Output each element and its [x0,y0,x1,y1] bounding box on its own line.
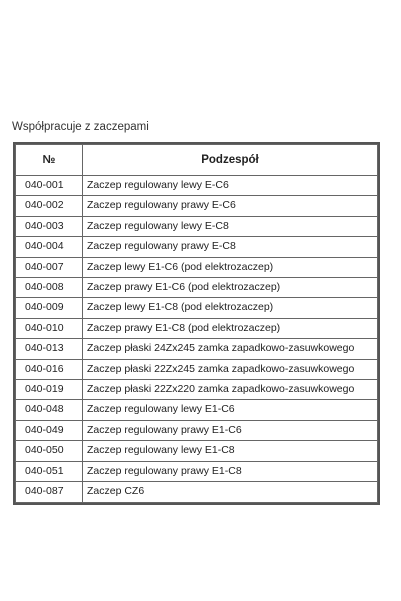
part-number-cell: 040-051 [16,461,83,481]
part-number-cell: 040-087 [16,482,83,502]
component-name-cell: Zaczep CZ6 [83,482,378,502]
component-name-cell: Zaczep płaski 24Zx245 zamka zapadkowo-zasuwkowego [83,339,378,359]
component-name-cell: Zaczep prawy E1-C8 (pod elektrozaczep) [83,318,378,338]
component-name-cell: Zaczep regulowany lewy E1-C8 [83,441,378,461]
component-name-cell: Zaczep regulowany prawy E1-C6 [83,420,378,440]
column-header-number: № [16,145,83,176]
part-number-cell: 040-001 [16,176,83,196]
component-name-cell: Zaczep prawy E1-C6 (pod elektrozaczep) [83,278,378,298]
table-row [16,196,378,216]
part-number-cell: 040-010 [16,318,83,338]
table-row [16,461,378,481]
part-number-cell: 040-049 [16,420,83,440]
part-number-cell: 040-019 [16,380,83,400]
table-row [16,318,378,338]
table-row [16,298,378,318]
part-number-cell: 040-002 [16,196,83,216]
component-name-cell: Zaczep płaski 22Zx220 zamka zapadkowo-zasuwkowego [83,380,378,400]
component-name-cell: Zaczep regulowany prawy E-C8 [83,237,378,257]
table-row [16,420,378,440]
part-number-cell: 040-008 [16,278,83,298]
component-name-cell: Zaczep regulowany prawy E-C6 [83,196,378,216]
part-number-cell: 040-016 [16,359,83,379]
component-name-cell: Zaczep regulowany prawy E1-C8 [83,461,378,481]
component-name-cell: Zaczep regulowany lewy E-C6 [83,176,378,196]
table-header-row [16,145,378,176]
table-row [16,237,378,257]
part-number-cell: 040-050 [16,441,83,461]
table-row [16,257,378,277]
table-row [16,176,378,196]
table-row [16,380,378,400]
component-name-cell: Zaczep lewy E1-C8 (pod elektrozaczep) [83,298,378,318]
compatibility-table [13,142,380,505]
table-row [16,278,378,298]
component-name-cell: Zaczep płaski 22Zx245 zamka zapadkowo-zasuwkowego [83,359,378,379]
table-row [16,482,378,502]
part-number-cell: 040-007 [16,257,83,277]
table-row [16,339,378,359]
table-caption: Współpracuje z zaczepami [12,121,149,133]
part-number-cell: 040-048 [16,400,83,420]
table-row [16,400,378,420]
part-number-cell: 040-013 [16,339,83,359]
part-number-cell: 040-004 [16,237,83,257]
table-row [16,359,378,379]
component-name-cell: Zaczep regulowany lewy E-C8 [83,216,378,236]
table-row [16,216,378,236]
component-name-cell: Zaczep regulowany lewy E1-C6 [83,400,378,420]
table-row [16,441,378,461]
column-header-component: Podzespół [83,145,378,176]
part-number-cell: 040-009 [16,298,83,318]
part-number-cell: 040-003 [16,216,83,236]
component-name-cell: Zaczep lewy E1-C6 (pod elektrozaczep) [83,257,378,277]
